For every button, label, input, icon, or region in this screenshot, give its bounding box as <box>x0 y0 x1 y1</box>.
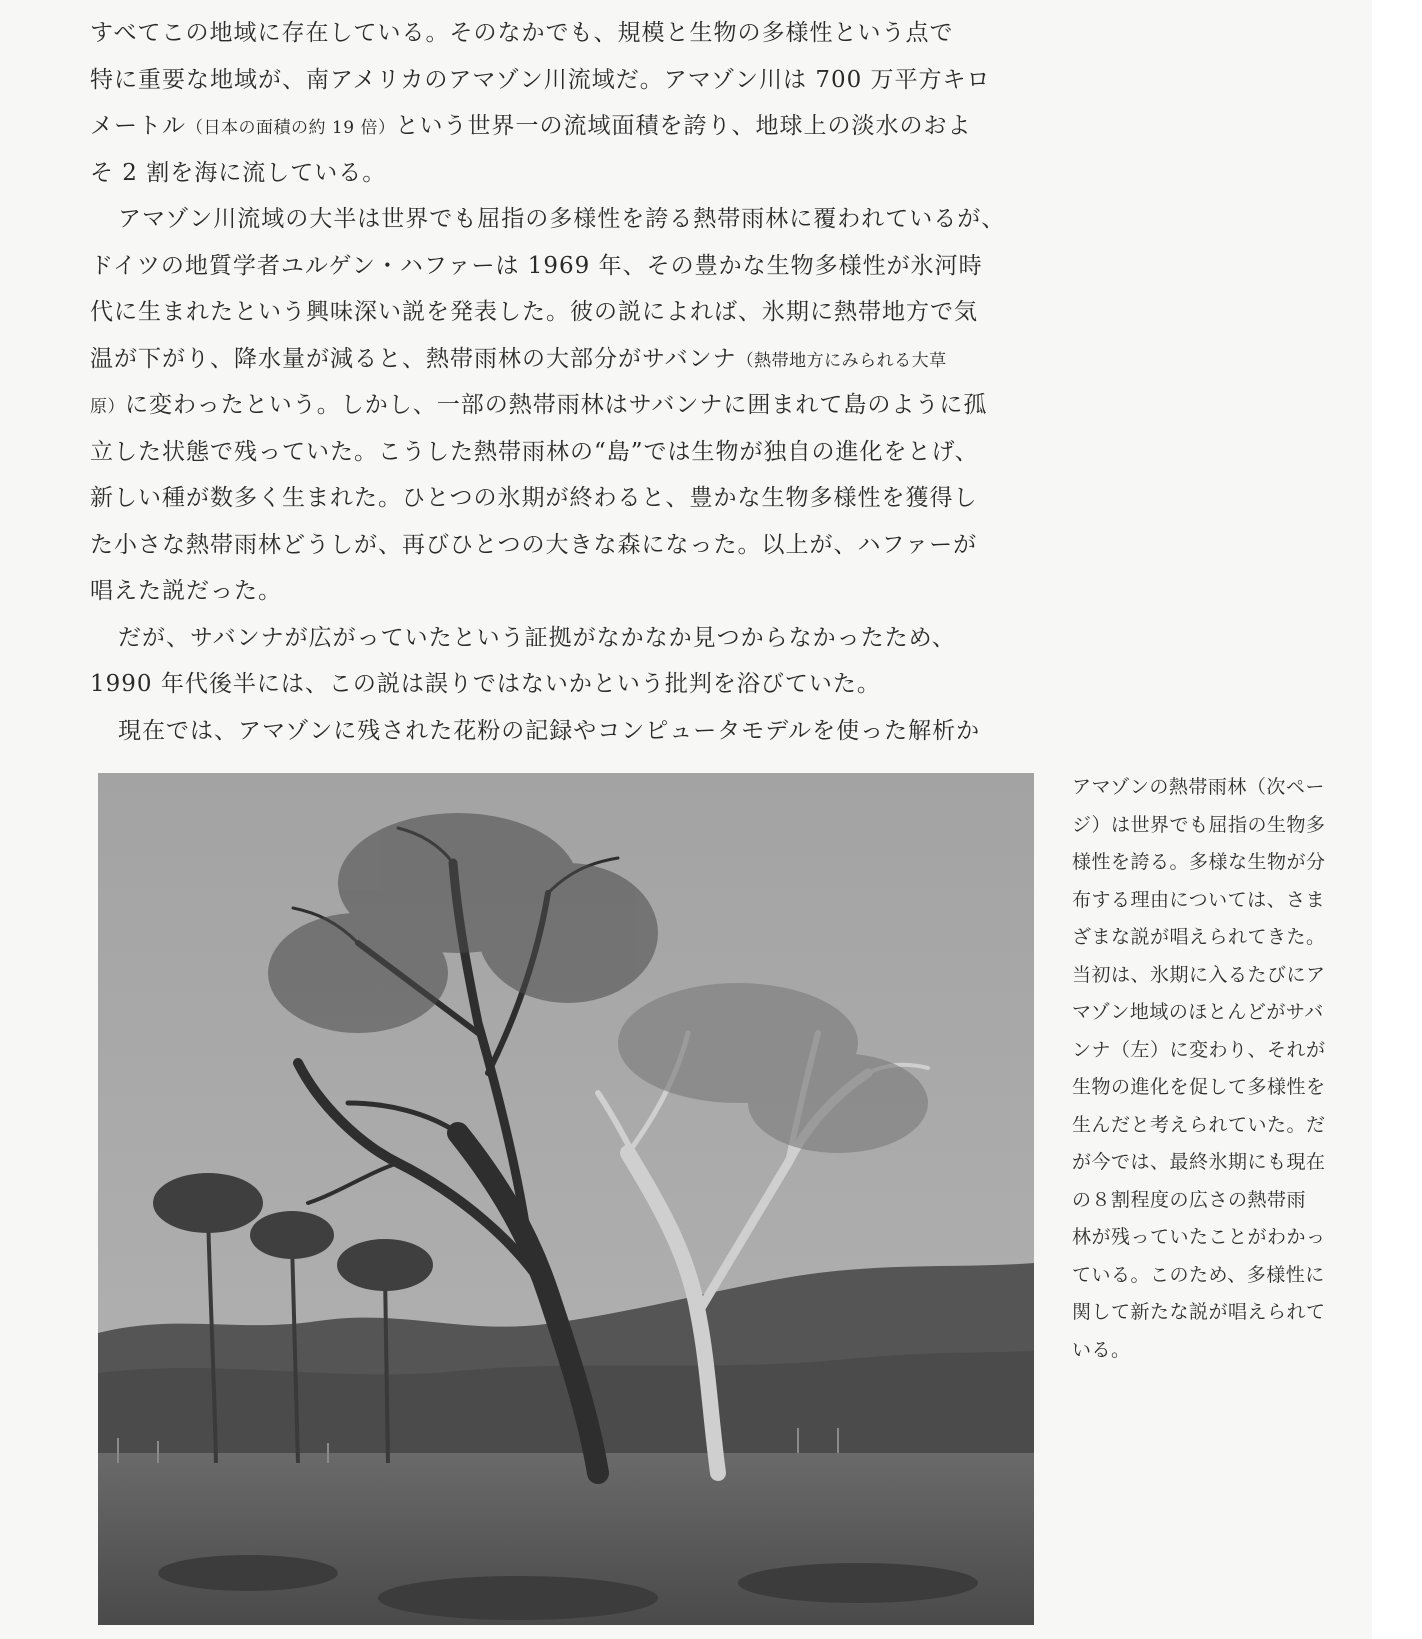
caption-line: いる。 <box>1072 1338 1131 1361</box>
caption-line: ンナ（左）に変わり、それが <box>1072 1038 1326 1061</box>
caption-line: 林が残っていたことがわかっ <box>1072 1226 1326 1248</box>
body-segment: に変わったという。しかし、一部の熱帯雨林はサバンナに囲まれて島のように孤 <box>125 392 988 418</box>
body-line <box>90 336 1040 383</box>
body-line: 唱えた説だった。 <box>90 578 282 604</box>
body-line: ドイツの地質学者ユルゲン・ハファーは 1969 年、その豊かな生物多様性が氷河時 <box>90 252 983 279</box>
body-line: 立した状態で残っていた。こうした熱帯雨林の“島”では生物が独自の進化をとげ、 <box>90 438 979 465</box>
photo-caption <box>1072 769 1372 1369</box>
savanna-photo-illustration <box>98 773 1034 1625</box>
body-line: 1990 年代後半には、この説は誤りではないかという批判を浴びていた。 <box>90 671 881 697</box>
body-segment: メートル <box>90 113 186 139</box>
caption-line: 様性を誇る。多様な生物が分 <box>1072 851 1326 873</box>
body-text <box>90 10 1040 754</box>
caption-line: 生物の進化を促して多様性を <box>1072 1076 1326 1098</box>
caption-line: ジ）は世界でも屈指の生物多 <box>1072 813 1326 836</box>
body-line: そ 2 割を海に流している。 <box>90 159 387 186</box>
caption-line: 関して新たな説が唱えられて <box>1072 1301 1326 1323</box>
caption-line: 布する理由については、さま <box>1072 888 1326 911</box>
body-line: すべてこの地域に存在している。そのなかでも、規模と生物の多様性という点で <box>90 20 954 46</box>
body-line: 代に生まれたという興味深い説を発表した。彼の説によれば、氷期に熱帯地方で気 <box>90 299 978 325</box>
body-line: た小さな熱帯雨林どうしが、再びひとつの大きな森になった。以上が、ハファーが <box>90 531 978 558</box>
body-segment: 温が下がり、降水量が減ると、熱帯雨林の大部分がサバンナ <box>90 345 737 372</box>
parenthetical-note: （熱帯地方にみられる大草 <box>736 350 947 371</box>
parenthetical-note: （日本の面積の約 19 倍） <box>186 118 396 138</box>
paragraph-start-line: 現在では、アマゾンに残された花粉の記録やコンピュータモデルを使った解析か <box>118 717 981 744</box>
body-segment: という世界一の流域面積を誇り、地球上の淡水のおよ <box>395 113 972 139</box>
caption-line: 当初は、氷期に入るたびにア <box>1072 963 1326 986</box>
paragraph-start-line: だが、サバンナが広がっていたという証拠がなかなか見つからなかったため、 <box>118 624 956 651</box>
caption-line: 生んだと考えられていた。だ <box>1072 1113 1326 1136</box>
caption-line: の８割程度の広さの熱帯雨 <box>1072 1188 1307 1211</box>
caption-line: マゾン地域のほとんどがサバ <box>1072 1001 1324 1023</box>
parenthetical-note: 原） <box>90 397 125 417</box>
body-line: 新しい種が数多く生まれた。ひとつの氷期が終わると、豊かな生物多様性を獲得し <box>90 485 978 511</box>
caption-line: アマゾンの熱帯雨林（次ペー <box>1072 776 1325 798</box>
scan-margin <box>1372 0 1422 1639</box>
body-line <box>90 103 1040 150</box>
caption-line: ざまな説が唱えられてきた。 <box>1072 926 1326 948</box>
savanna-photo <box>98 773 1034 1625</box>
caption-line: ている。このため、多様性に <box>1072 1263 1325 1286</box>
caption-line: が今では、最終氷期にも現在 <box>1072 1151 1326 1173</box>
paragraph-start-line: アマゾン川流域の大半は世界でも屈指の多様性を誇る熱帯雨林に覆われているが、 <box>118 206 1006 232</box>
body-line: 特に重要な地域が、南アメリカのアマゾン川流域だ。アマゾン川は 700 万平方キロ <box>90 66 991 93</box>
body-line <box>90 382 1040 429</box>
